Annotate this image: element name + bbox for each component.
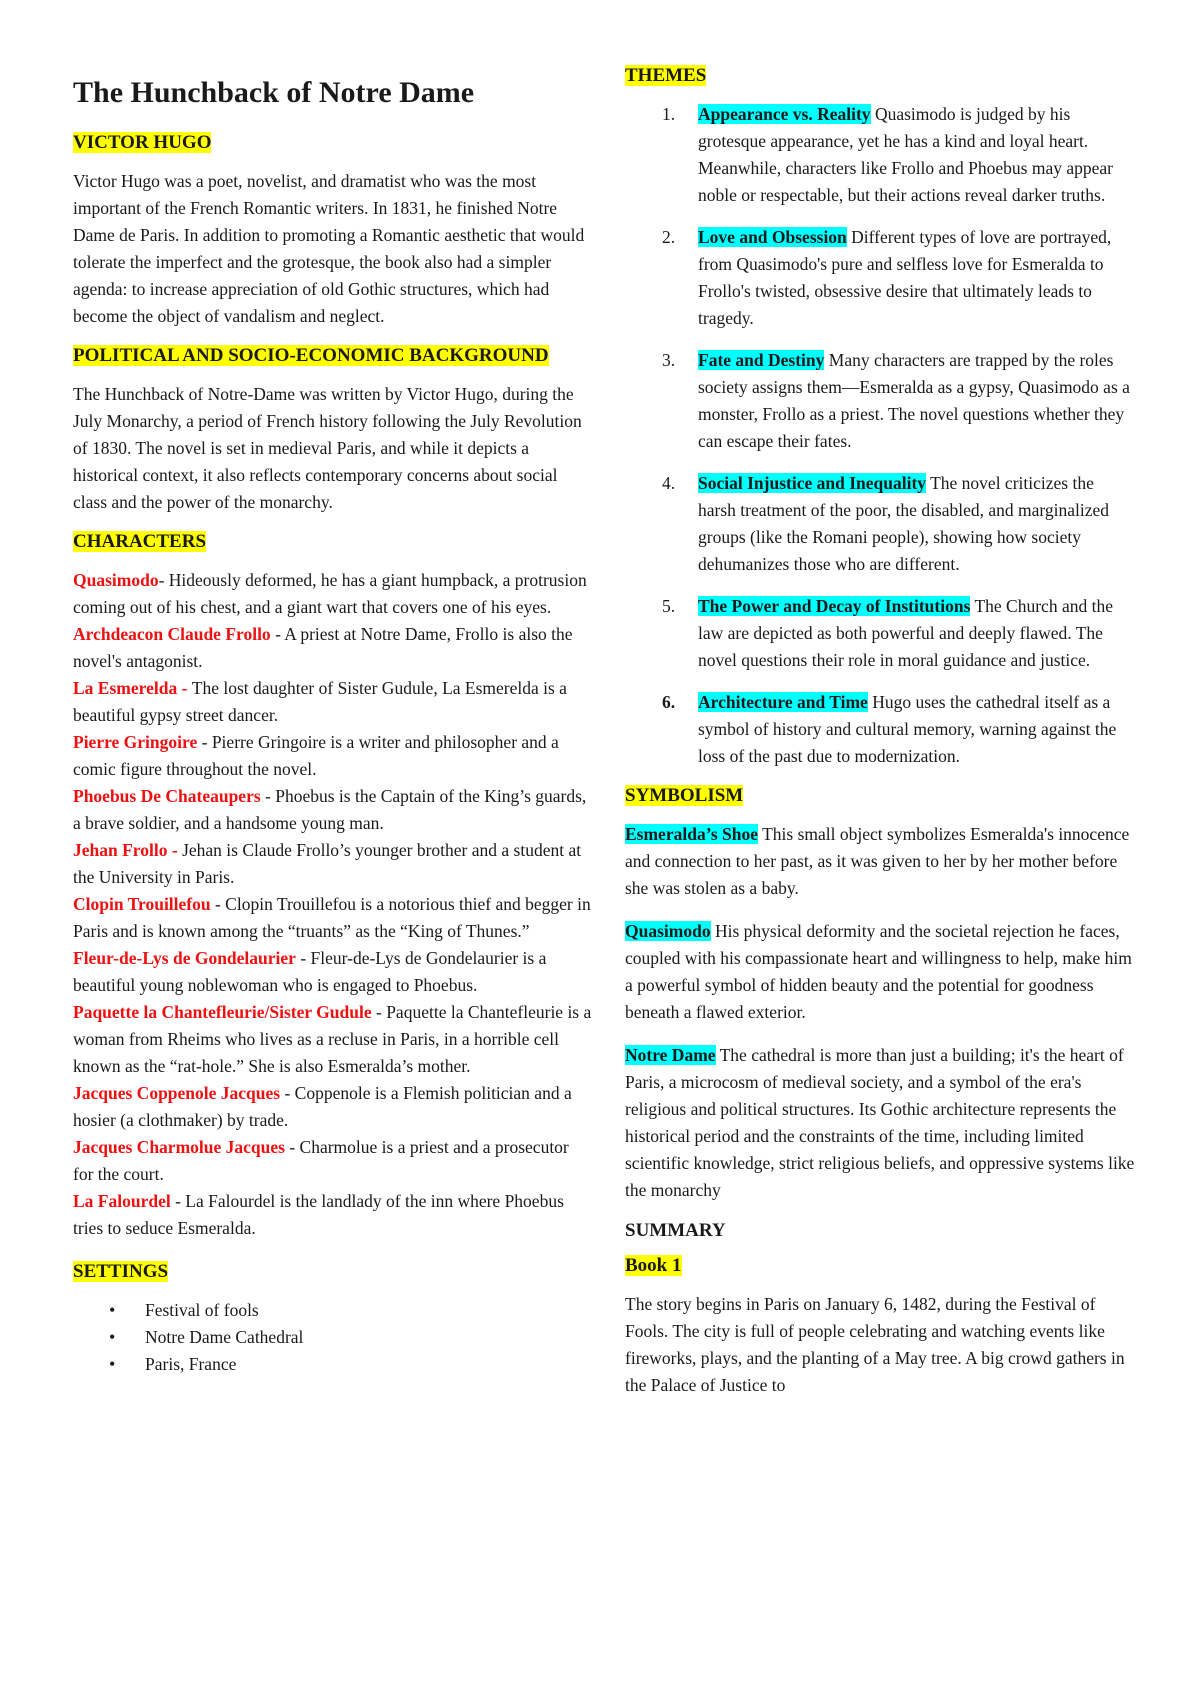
theme-number: 3.	[662, 349, 676, 370]
character-entry	[73, 567, 593, 621]
theme-text: Quasimodo is judged by his grotesque appearance, yet he has a kind and loyal heart. Meanwhile, characters like Frollo and Phoebus may appear noble or respectable, but their actions reveal darker truths.	[698, 103, 1114, 205]
character-entry	[73, 999, 593, 1080]
theme-item	[625, 470, 1135, 578]
theme-label: Social Injustice and Inequality	[698, 472, 927, 493]
symbol-label: Notre Dame	[625, 1044, 716, 1065]
symbol-label: Esmeralda’s Shoe	[625, 823, 759, 844]
character-description: The lost daughter of Sister Gudule, La Esmerelda is a beautiful gypsy street dancer.	[73, 677, 567, 725]
right-column	[625, 66, 1135, 1415]
symbol-text: This small object symbolizes Esmeralda's innocence and connection to her past, as it was given to her by her mother before she was stolen as a baby.	[625, 823, 1130, 898]
character-entry	[73, 837, 593, 891]
character-entry	[73, 945, 593, 999]
book1-paragraph: The story begins in Paris on January 6, 1482, during the Festival of Fools. The city is full of people celebrating and watching events like fireworks, plays, and the planting of a May tree. A big crowd gathers in the Palace of Justice to	[625, 1293, 1125, 1395]
summary-heading: SUMMARY	[625, 1219, 726, 1241]
character-name: La Esmerelda -	[73, 677, 192, 698]
political-paragraph: The Hunchback of Notre-Dame was written by Victor Hugo, during the July Monarchy, a period of French history following the July Revolution of 1830. The novel is set in medieval Paris, and while it depicts a historical context, it also reflects contemporary concerns about social class and the power of the monarchy.	[73, 383, 582, 512]
theme-text: The Church and the law are depicted as both powerful and deeply flawed. The novel questions their role in moral guidance and justice.	[698, 595, 1113, 670]
theme-item	[625, 347, 1135, 455]
theme-item	[625, 101, 1135, 209]
settings-list	[73, 1297, 593, 1378]
character-description: - Hideously deformed, he has a giant humpback, a protrusion coming out of his chest, and a giant wart that covers one of his eyes.	[73, 569, 587, 617]
character-entry	[73, 891, 593, 945]
settings-heading: SETTINGS	[73, 1260, 169, 1282]
character-entry	[73, 621, 593, 675]
character-entry	[73, 783, 593, 837]
symbol-text: The cathedral is more than just a building; it's the heart of Paris, a microcosm of medieval society, and a symbol of the era's religious and political structures. Its Gothic architecture represents the historical period and the constraints of the time, including limited scientific knowledge, strict religious beliefs, and oppressive systems like the monarchy	[625, 1044, 1135, 1200]
character-name: Quasimodo	[73, 569, 159, 590]
theme-text: Different types of love are portrayed, from Quasimodo's pure and selfless love for Esmeralda to Frollo's twisted, obsessive desire that ultimately leads to tragedy.	[698, 226, 1112, 328]
character-description: - Charmolue is a priest and a prosecutor for the court.	[73, 1136, 569, 1184]
theme-number: 5.	[662, 595, 676, 616]
character-entry	[73, 729, 593, 783]
character-description: - Phoebus is the Captain of the King’s guards, a brave soldier, and a handsome young man.	[73, 785, 587, 833]
theme-item	[625, 689, 1135, 770]
character-description: - Pierre Gringoire is a writer and philosopher and a comic figure throughout the novel.	[73, 731, 559, 779]
character-name: Clopin Trouillefou	[73, 893, 211, 914]
theme-number: 1.	[662, 103, 676, 124]
book1-heading: Book 1	[625, 1254, 682, 1276]
character-description: - Clopin Trouillefou is a notorious thief and begger in Paris and is known among the “truants” as the “King of Thunes.”	[73, 893, 591, 941]
symbol-label: Quasimodo	[625, 920, 711, 941]
symbolism-heading: SYMBOLISM	[625, 784, 744, 806]
theme-text: Hugo uses the cathedral itself as a symbol of history and cultural memory, warning against the loss of the past due to modernization.	[698, 691, 1117, 766]
character-entry	[73, 1134, 593, 1188]
theme-label: The Power and Decay of Institutions	[698, 595, 971, 616]
symbol-paragraph	[625, 1042, 1135, 1204]
theme-text: The novel criticizes the harsh treatment of the poor, the disabled, and marginalized groups (like the Romani people), showing how society dehumanizes those who are different.	[698, 472, 1110, 574]
character-description: - Fleur-de-Lys de Gondelaurier is a beautiful young noblewoman who is engaged to Phoebus.	[73, 947, 547, 995]
character-description: Jehan is Claude Frollo’s younger brother and a student at the University in Paris.	[73, 839, 582, 887]
theme-number: 2.	[662, 226, 676, 247]
symbol-paragraph	[625, 918, 1135, 1026]
character-description: - A priest at Notre Dame, Frollo is also the novel's antagonist.	[73, 623, 573, 671]
themes-list	[625, 101, 1135, 770]
theme-label: Appearance vs. Reality	[698, 103, 871, 124]
character-name: Phoebus De Chateaupers	[73, 785, 261, 806]
character-description: - La Falourdel is the landlady of the inn where Phoebus tries to seduce Esmeralda.	[73, 1190, 564, 1238]
character-entry	[73, 1080, 593, 1134]
character-name: Archdeacon Claude Frollo	[73, 623, 271, 644]
theme-item	[625, 593, 1135, 674]
political-heading: POLITICAL AND SOCIO-ECONOMIC BACKGROUND	[73, 344, 549, 366]
character-name: Jehan Frollo -	[73, 839, 183, 860]
theme-text: Many characters are trapped by the roles society assigns them—Esmeralda as a gypsy, Quasimodo as a monster, Frollo as a priest. The novel questions whether they can escape their fates.	[698, 349, 1130, 451]
theme-label: Fate and Destiny	[698, 349, 825, 370]
character-name: Jacques Coppenole Jacques	[73, 1082, 281, 1103]
symbol-text: His physical deformity and the societal rejection he faces, coupled with his compassionate heart and willingness to help, make him a powerful symbol of hidden beauty and the potential for goodness beneath a flawed exterior.	[625, 920, 1132, 1022]
theme-number: 6.	[662, 691, 676, 712]
author-heading: VICTOR HUGO	[73, 132, 212, 153]
list-item: • Festival of fools	[145, 1297, 593, 1324]
character-name: Fleur-de-Lys de Gondelaurier	[73, 947, 296, 968]
character-entry	[73, 1188, 593, 1242]
character-name: La Falourdel	[73, 1190, 171, 1211]
document-title: The Hunchback of Notre Dame	[73, 76, 475, 109]
left-column	[73, 66, 593, 1378]
theme-item	[625, 224, 1135, 332]
theme-label: Love and Obsession	[698, 226, 847, 247]
theme-number: 4.	[662, 472, 676, 493]
character-name: Pierre Gringoire	[73, 731, 198, 752]
themes-heading: THEMES	[625, 65, 707, 86]
characters-list	[73, 567, 593, 1242]
symbol-paragraph	[625, 821, 1135, 902]
theme-label: Architecture and Time	[698, 691, 868, 712]
author-paragraph: Victor Hugo was a poet, novelist, and dramatist who was the most important of the French Romantic writers. In 1831, he finished Notre Dame de Paris. In addition to promoting a Romantic aesthetic that would tolerate the imperfect and the grotesque, the book also had a simpler agenda: to increase appreciation of old Gothic structures, which had become the object of vandalism and neglect.	[73, 170, 585, 326]
list-item: • Notre Dame Cathedral	[145, 1324, 593, 1351]
character-description: - Coppenole is a Flemish politician and a hosier (a clothmaker) by trade.	[73, 1082, 572, 1130]
character-description: - Paquette la Chantefleurie is a woman from Rheims who lives as a recluse in Paris, in a horrible cell known as the “rat-hole.” She is also Esmeralda’s mother.	[73, 1001, 592, 1076]
list-item: • Paris, France	[145, 1351, 593, 1378]
character-entry	[73, 675, 593, 729]
character-name: Jacques Charmolue Jacques	[73, 1136, 285, 1157]
characters-heading: CHARACTERS	[73, 530, 207, 552]
character-name: Paquette la Chantefleurie/Sister Gudule	[73, 1001, 372, 1022]
